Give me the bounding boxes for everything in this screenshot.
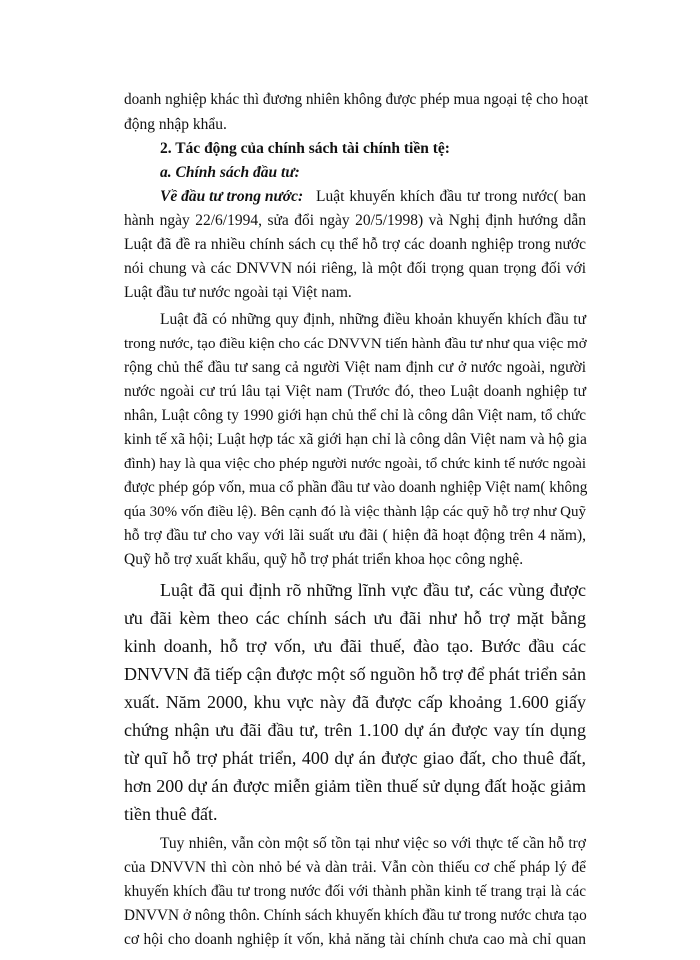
- text-line: doanh nghiệp khác thì đương nhiên không được phép mua ngoại tệ cho hoạt: [124, 91, 589, 108]
- text-line: hơn 200 dự án được miễn giảm tiền thuế sử dụng đất hoặc giảm: [124, 776, 586, 796]
- text-line: Luật đã có những quy định, những điều khoản khuyến khích đầu tư: [160, 311, 586, 328]
- text-line: tiền thuê đất.: [124, 804, 218, 824]
- text-line: kinh tế xã hội; Luật hợp tác xã giới hạn chỉ là công dân Việt nam và hộ gia: [124, 431, 587, 448]
- text-line: từ quĩ hỗ trợ phát triển, 400 dự án được giao đất, cho thuê đất,: [124, 748, 586, 768]
- text-line: hỗ trợ đầu tư cho vay với lãi suất ưu đãi ( hiện đã hoạt động trên 4 năm),: [124, 527, 586, 544]
- subsection-heading: a. Chính sách đầu tư:: [160, 164, 300, 181]
- section-heading: 2. Tác động của chính sách tài chính tiền tệ:: [160, 140, 450, 157]
- text-line: Quỹ hỗ trợ xuất khẩu, quỹ hỗ trợ phát triển khoa học công nghệ.: [124, 551, 524, 568]
- text-line: nhân, Luật công ty 1990 giới hạn chủ thể chỉ là công dân Việt nam, tổ chức: [124, 407, 586, 424]
- text-line: Luật đầu tư nước ngoài tại Việt nam.: [124, 284, 352, 301]
- text-line: nói chung và các DNVVN nói riêng, là một đối trọng quan trọng đối với: [124, 260, 586, 277]
- text-line: Luật khuyến khích đầu tư trong nước( ban: [316, 188, 586, 205]
- text-line: DNVVN đã tiếp cận được một số nguồn hỗ trợ để phát triển sản: [124, 664, 586, 684]
- text-line: của DNVVN thì còn nhỏ bé và dàn trải. Vẫn còn thiếu cơ chế pháp lý để: [124, 859, 586, 876]
- text-line: Luật đã qui định rõ những lĩnh vực đầu tư, các vùng được: [160, 580, 586, 600]
- run-in-heading: Về đầu tư trong nước:: [160, 188, 304, 205]
- text-line: đình) hay là qua việc cho phép người nước ngoài, tổ chức kinh tế nước ngoài: [124, 456, 587, 472]
- text-line: nước ngoài cư trú lâu tại Việt nam (Trước đó, theo Luật doanh nghiệp tư: [124, 383, 586, 400]
- text-line: Tuy nhiên, vẫn còn một số tồn tại như việc so với thực tế cần hỗ trợ: [160, 835, 586, 852]
- text-line: khuyến khích đầu tư trong nước đối với thành phần kinh tế trang trại là các: [124, 883, 586, 900]
- text-line: trong nước, tạo điều kiện cho các DNVVN tiến hành đầu tư như qua việc mở: [124, 336, 587, 352]
- text-line: được phép góp vốn, mua cổ phần đầu tư vào doanh nghiệp Việt nam( không: [124, 479, 588, 496]
- text-line: rộng chủ thể đầu tư sang cả người Việt nam định cư ở nước ngoài, người: [124, 359, 586, 376]
- text-line: động nhập khẩu.: [124, 116, 227, 133]
- text-line: Luật đã đề ra nhiều chính sách cụ thể hỗ trợ các doanh nghiệp trong nước: [124, 236, 586, 253]
- text-line: kinh doanh, hỗ trợ vốn, ưu đãi thuế, đào tạo. Bước đầu các: [124, 636, 586, 656]
- text-line: chứng nhận ưu đãi đầu tư, trên 1.100 dự án được vay tín dụng: [124, 720, 586, 740]
- text-line: qúa 30% vốn điều lệ). Bên cạnh đó là việc thành lập các quỹ hỗ trợ như Quỹ: [124, 504, 586, 520]
- text-line: ưu đãi kèm theo các chính sách ưu đãi như hỗ trợ mặt bằng: [124, 608, 586, 628]
- text-line: DNVVN ở nông thôn. Chính sách khuyến khích đầu tư trong nước chưa tạo: [124, 907, 587, 924]
- text-line: xuất. Năm 2000, khu vực này đã được cấp khoảng 1.600 giấy: [124, 692, 586, 712]
- text-line: hành ngày 22/6/1994, sửa đổi ngày 20/5/1998) và Nghị định hướng dẫn: [124, 212, 586, 229]
- text-line: cơ hội cho doanh nghiệp ít vốn, khả năng tài chính chưa cao mà chỉ quan: [124, 931, 586, 948]
